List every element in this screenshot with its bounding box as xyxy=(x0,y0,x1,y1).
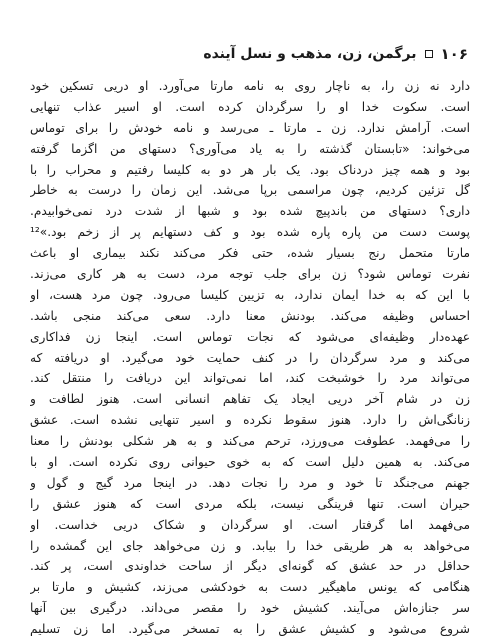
square-marker-icon xyxy=(425,50,433,58)
text-line: احساس وظیفه می‌کند. بودنش معنا دارد. سعی می‌کند منجی باشد. xyxy=(30,308,470,323)
text-line: نفرت توماس شود؟ زن برای جلب توجه مرد، دست به هر کاری می‌زند. xyxy=(30,267,470,282)
text-line: حداقل در حد عشق که گونه‌ای دیگر از ساحت خداوندی است، پر کند. xyxy=(30,559,470,574)
text-line: می‌تواند مرد را خوشبخت کند، اما نمی‌تواند این دریافت را منتقل کند. xyxy=(30,371,470,386)
text-line: عهده‌دار وظیفه‌ای می‌شود که نجات توماس است. اینجا زن فداکاری xyxy=(30,329,470,344)
text-line: با این که به خدا ایمان ندارد، به تزیین کلیسا می‌رود. چون مرد هست، او xyxy=(30,287,470,302)
text-line: دارد نه زن را، به ناچار روی به نامه مارتا می‌آورد. او دریی تسکین خود xyxy=(30,79,470,93)
text-line: است. سکوت خدا او را سرگردان کرده است. او اسیر عذاب تنهایی xyxy=(30,99,470,114)
text-line: پوست دست من پاره پاره شده بود و کف دستهایم پر از زخم بود.»¹² xyxy=(30,225,470,240)
text-line: جهنم می‌جنگد تا خود و مرد را نجات دهد. در اینجا مرد گیج و گول و xyxy=(30,475,470,490)
text-line: می‌فهمد اما گرفتار است. او سرگردان و شکاک دریی خداست. او xyxy=(30,517,470,532)
text-line: زن در شام آخر دریی ایجاد یک تفاهم انسانی است. هنوز لطافت و xyxy=(30,392,470,407)
text-line: می‌کند و مرد سرگردان را در کنف حمایت خود می‌گیرد. او دریافته که xyxy=(30,350,470,365)
body-text xyxy=(30,76,470,640)
text-line: زنانگی‌اش را دارد. هنوز سقوط نکرده و اسیر تنهایی نشده است. عشق xyxy=(30,413,470,428)
text-line: می‌خواند: «تابستان گذشته را به یاد می‌آوری؟ دستهای من اگزما گرفته xyxy=(30,141,470,156)
text-line: حیران است. تنها فرینگی نیست، بلکه مردی است که هنوز عشق را xyxy=(30,496,470,511)
text-line: است. آرامش ندارد. زن ـ مارتا ـ می‌رسد و نامه خودش را برای توماس xyxy=(30,120,470,135)
text-line: را می‌فهمد. عطوفت می‌ورزد، ترحم می‌کند و به هر شکلی بودنش را معنا xyxy=(30,434,470,449)
page-header xyxy=(32,42,468,66)
text-line: هنگامی که یونس ماهیگیر دست به خودکشی می‌زند، کشیش و مارتا بر xyxy=(30,580,470,595)
text-line: بود و همه چیز دردناک بود. یک بار هر دو به کلیسا رفتیم و محراب را با xyxy=(30,162,470,177)
text-line: شروع می‌شود و کشیش عشق را به تمسخر می‌گیرد. اما زن تسلیم xyxy=(30,622,470,637)
text-line: گل تزئین کردیم، چون مراسمی برپا می‌شد. این زمان را درست به خاطر xyxy=(30,183,470,198)
text-line: داری؟ دستهای من باندپیچ شده بود و شبها از شدت درد نمی‌خوابیدم. xyxy=(30,204,470,219)
text-line: سر جنازه‌اش می‌آیند. کشیش خود را مقصر می‌داند. درگیری بین آنها xyxy=(30,601,470,616)
running-title: برگمن، زن، مذهب و نسل آینده xyxy=(203,46,417,62)
text-line: می‌خواهد به هر طریقی خدا را بیابد. و زن می‌خواهد جای این گمشده را xyxy=(30,538,470,553)
text-line: مارتا متحمل رنج بسیار شده، حتی فکر می‌کند نکند بیماری او باعث xyxy=(30,246,470,261)
page-number: ۱۰۶ xyxy=(440,45,468,63)
text-line: می‌کند. به همین دلیل است که به خوی حیوانی روی نکرده است. او با xyxy=(30,455,470,470)
